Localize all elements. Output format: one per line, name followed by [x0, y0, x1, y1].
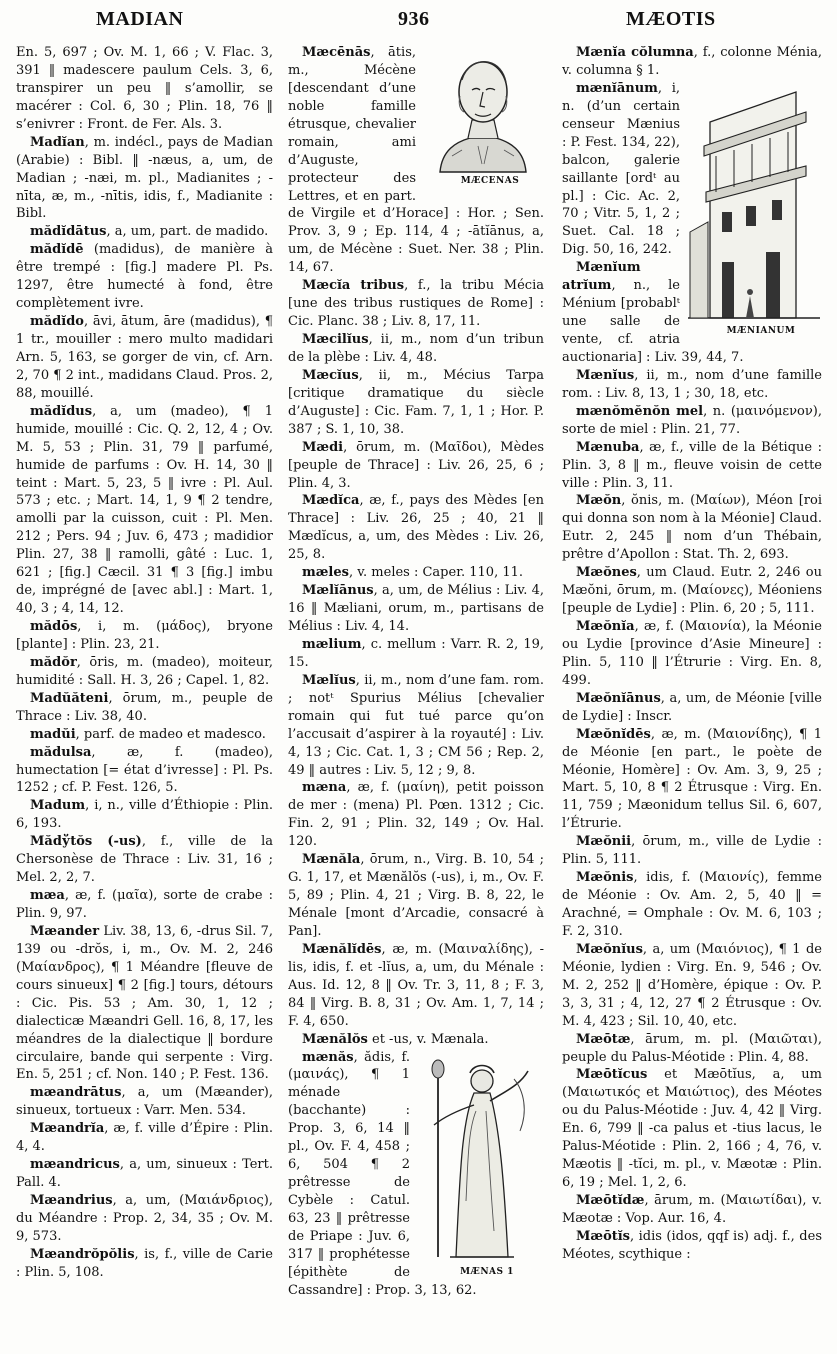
entry-headword: Madŭăteni: [30, 690, 109, 706]
entry-headword: Mădўtŏs (-us): [30, 834, 142, 850]
entry-definition: , a, um, part. de madido.: [106, 224, 269, 240]
entry-definition: et Mæōtĭus, a, um (Μαιωτικός et Μαιώτιος), des Méotes ou du Palus-Méotide : Juv. 4, 42 ‖ Virg. En. 6, 799 ‖ -ca palus et -tius lacus, le Palus-Méotide : Plin. 2, 166 ; 4, 76, v. Mæotis ‖ -tĭci, m. pl., v. Mæotæ : Plin. 6, 19 ; Mel. 1, 2, 6.: [562, 1067, 822, 1191]
entry-definition: , f., la tribu Mécia [une des tribus rustiques de Rome] : Cic. Planc. 38 ; Liv. 8, 17, 11.: [288, 278, 544, 330]
dictionary-entry: [562, 564, 822, 618]
entry-definition: , æ, m. (Μαιναλίδης), -lis, idis, f. et -lĭus, a, um, du Ménale : Aus. Id. 12, 8 ‖ Ov. Tr. 3, 11, 8 ; F. 3, 84 ‖ Virg. B. 8, 31 ; Ov. Am. 1, 7, 14 ; F. 4, 650.: [288, 941, 544, 1029]
entry-headword: Mæandrius: [30, 1193, 113, 1208]
entry-definition: , a, um (madeo), ¶ 1 humide, mouillé : Cic. Q. 2, 12, 4 ; Ov. M. 5, 53 ; Plin. 31, 79 ‖ parfumé, humide de parfums : Ov. H. 14, 30 ‖ teint : Mart. 5, 23, 5 ‖ ivre : Pl. Aul. 573 ; etc. ; Mart. 14, 1, 9 ¶ 2 tendre, amolli par la cuisson, cuit : Pl. Men. 212 ; Pers. 94 ; Juv. 6, 473 ; madidior Plin. 27, 38 ‖ ramolli, gâté : Luc. 1, 621 ; [fig.] Cæcil. 31 ¶ 3 [fig.] imbu de, imprégné de [avec abl.] : Mart. 1, 40, 3 ; 4, 14, 12.: [16, 403, 273, 617]
entry-definition: , ōrum, m. (Μαῖδοι), Mèdes [peuple de Thrace] : Liv. 26, 25, 6 ; Plin. 4, 3.: [288, 439, 544, 491]
dictionary-entry: [288, 564, 544, 582]
figure-caption-maenas: MÆNAS 1: [460, 1266, 514, 1277]
entry-definition: , a, um (Μαιόνιος), ¶ 1 de Méonie, lydien : Virg. En. 9, 546 ; Ov. M. 2, 252 ‖ d’Homère, épique : Ov. P. 3, 3, 31 ; 4, 12, 27 ¶ 2 Étrusque : Ov. M. 4, 423 ; Sil. 10, 40, etc.: [562, 941, 822, 1029]
entry-headword: Mælĭus: [302, 672, 356, 688]
figure-caption-maenianum: MÆNIANUM: [726, 325, 796, 336]
entry-definition: , ōrum, n., Virg. B. 10, 54 ; G. 1, 17, et Mænălŏs (-us), i, m., Ov. F. 5, 89 ; Plin. 4, 21 ; Virg. B. 8, 22, le Ménale [mont d’Arcadie, consacré à Pan].: [288, 852, 544, 939]
entry-definition: , a, um, de Méonie [ville de Lydie] : Inscr.: [562, 690, 822, 724]
entry-definition: , is, f., ville de Carie : Plin. 5, 108.: [16, 1246, 273, 1280]
page-header: [0, 6, 837, 36]
entry-definition: et -us, v. Mænala.: [367, 1031, 489, 1047]
entry-headword: Mæandrŏpŏlis: [30, 1246, 135, 1262]
maecenas-bust-illustration: [422, 46, 544, 174]
dictionary-entry: [562, 833, 822, 869]
dictionary-entry: [288, 331, 544, 367]
dictionary-entry: [562, 367, 822, 403]
dictionary-entry: [562, 690, 822, 726]
entry-definition: , ii, m., nom d’un tribun de la plèbe : Liv. 4, 48.: [288, 332, 544, 365]
entry-headword: Mænălĭdēs: [302, 941, 382, 957]
entry-headword: Mæcēnās: [302, 45, 371, 60]
dictionary-entry: [562, 1066, 822, 1192]
entry-definition: (madidus), de manière à être trempé : [fig.] madere Pl. Ps. 1297, être humecté à fond, être complètement ivre.: [16, 242, 273, 312]
entry-definition: En. 5, 697 ; Ov. M. 1, 66 ; V. Flac. 3, 391 ‖ madescere paulum Cels. 3, 6, transpirer un peu ‖ s’amollir, se macérer : Col. 6, 30 ; Plin. 18, 76 ‖ s’enivrer : Front. de Fer. Als. 3.: [16, 45, 273, 132]
entry-definition: , ōris, m. (madeo), moiteur, humidité : Sall. H. 3, 26 ; Capel. 1, 82.: [16, 654, 273, 688]
entry-headword: Mæŏnĭus: [576, 941, 643, 957]
entry-definition: , ōrum, m., peuple de Thrace : Liv. 38, 40.: [16, 690, 273, 724]
entry-headword: Mænĭa cŏlumna: [576, 45, 694, 60]
entry-headword: Mæŏnĭa: [576, 619, 635, 634]
entry-headword: Madum: [30, 798, 86, 814]
entry-definition: , ădis, f. (μαινάς), ¶ 1 ménade (bacchante) : Prop. 3, 6, 14 ‖ pl., Ov. F. 4, 458 ; 6, 504 ¶ 2 prêtresse de Cybèle : Catul. 63, 23 ‖ prêtresse de Priape : Juv. 6, 317 ‖ prophétesse [épithète de Cassandre] : Prop. 3, 13, 62.: [288, 1049, 477, 1298]
entry-definition: , a, um, (Μαιάνδριος), du Méandre : Prop. 2, 34, 35 ; Ov. M. 9, 573.: [16, 1193, 273, 1244]
entry-headword: mæandricus: [30, 1157, 120, 1173]
header-left-word: MADIAN: [96, 8, 184, 30]
entry-headword: Mæcĭa tribus: [302, 278, 405, 294]
figure-maenianum: [686, 82, 822, 337]
entry-headword: Mædĭca: [302, 493, 360, 509]
entry-definition: , ii, m., Mécius Tarpa [critique dramatique du siècle d’Auguste] : Cic. Fam. 7, 1, 1 ; Hor. P. 387 ; S. 1, 10, 38.: [288, 367, 544, 437]
entry-headword: Mæŏnis: [576, 870, 634, 886]
entry-headword: mæna: [302, 780, 347, 796]
entry-headword: Mæander: [30, 923, 100, 939]
dictionary-entry: [16, 1084, 273, 1120]
entry-definition: , a, um, sinueux : Tert. Pall. 4.: [16, 1157, 273, 1191]
dictionary-entry: [16, 797, 273, 833]
entry-definition: , ārum, m. (Μαιωτίδαι), v. Mæotæ : Vop. Aur. 16, 4.: [562, 1193, 822, 1226]
figure-maecenas: [422, 46, 544, 187]
entry-headword: mădulsa: [30, 744, 92, 760]
entry-definition: , i, n., ville d’Éthiopie : Plin. 6, 193.: [16, 798, 273, 832]
entry-definition: , æ, f. (madeo), humectation [= état d’ivresse] : Pl. Ps. 1252 ; cf. P. Fest. 126, 5.: [16, 744, 273, 796]
dictionary-entry: [16, 134, 273, 224]
entry-headword: Madĭan: [30, 134, 85, 150]
dictionary-entry: [288, 851, 544, 941]
dictionary-entry: [288, 277, 544, 331]
dictionary-entry: [16, 726, 273, 744]
dictionary-entry: [16, 223, 273, 241]
figure-caption-maecenas: MÆCENAS: [460, 176, 520, 186]
entry-definition: , æ, f., pays des Mèdes [en Thrace] : Liv. 26, 25 ; 40, 21 ‖ Mædĭcus, a, um, des Mèdes : Liv. 26, 25, 8.: [288, 493, 544, 563]
dictionary-entry: [288, 1031, 544, 1049]
entry-definition: , v. meles : Caper. 110, 11.: [348, 565, 524, 581]
entry-headword: Mænălŏs: [302, 1031, 368, 1047]
entry-definition: Liv. 38, 13, 6, -drus Sil. 7, 139 ou -drŏs, i, m., Ov. M. 2, 246 (Μαίανδρος), ¶ 1 Méandre [fleuve de cours sinueux] ¶ 2 [fig.] tours, détours : Cic. Pis. 53 ; Am. 30, 1, 12 ; dialecticæ Mæandri Gell. 16, 8, 17, les méandres de la dialectique ‖ bordure circulaire, bande qui serpente : Virg. En. 5, 251 ; cf. Non. 140 ; P. Fest. 136.: [16, 923, 273, 1083]
entry-headword: mădŏr: [30, 654, 77, 670]
entry-definition: , ŏnis, m. (Μαίων), Méon [roi qui donna son nom à la Méonie] Claud. Eutr. 2, 245 ‖ nom d’un Thébain, prêtre d’Apollon : Stat. Th. 2, 693.: [562, 493, 822, 563]
dictionary-entry: [16, 618, 273, 654]
dictionary-entry: [562, 941, 822, 1031]
dictionary-entry: [562, 869, 822, 941]
dictionary-entry: [16, 744, 273, 798]
entry-headword: mădĭdus: [30, 403, 93, 419]
dictionary-entry: [288, 439, 544, 493]
dictionary-entry: [16, 1246, 273, 1282]
entry-definition: , f., ville de la Chersonèse de Thrace : Liv. 31, 16 ; Mel. 2, 2, 7.: [16, 834, 273, 886]
page-number: 936: [398, 8, 430, 30]
entry-headword: madŭi: [30, 726, 76, 742]
entry-headword: Mæŏn: [576, 493, 622, 509]
entry-definition: , f., colonne Ménia, v. columna § 1.: [562, 45, 822, 78]
dictionary-entry: [288, 672, 544, 780]
entry-headword: Mæŏnĭdēs: [576, 726, 651, 742]
dictionary-entry: [562, 1031, 822, 1067]
entry-headword: Mæcilĭus: [302, 332, 369, 347]
dictionary-entry: [16, 1192, 273, 1246]
entry-headword: mæles: [302, 565, 349, 581]
dictionary-entry: [562, 403, 822, 439]
dictionary-entry: [16, 403, 273, 618]
entry-definition: , idis (idos, qqf is) adj. f., des Méotes, scythique :: [562, 1228, 822, 1262]
entry-definition: , æ, f., ville de la Bétique : Plin. 3, 8 ‖ m., fleuve voisin de cette ville : Plin. 3, 11.: [562, 439, 822, 491]
entry-headword: Mædi: [302, 439, 344, 455]
dictionary-entry: [562, 44, 822, 80]
entry-headword: Mæōtæ: [576, 1031, 631, 1047]
entry-definition: , æ, f. (Μαιονία), la Méonie ou Lydie [province d’Asie Mineure] : Plin. 5, 110 ‖ l’Étrurie : Virg. En. 8, 499.: [562, 619, 822, 688]
entry-definition: , ātis, m., Mécène [descendant d’une noble famille étrusque, chevalier romain, ami d’Auguste, protecteur des Lettres, et en part. de Virgile et d’Horace] : Hor. ; Sen. Prov. 3, 9 ; Ep. 114, 4 ; -ātĭānus, a, um, de Mécène : Suet. Ner. 38 ; Plin. 14, 67.: [288, 45, 544, 276]
figure-maenas: [416, 1051, 544, 1278]
entry-definition: , æ, f. ville d’Épire : Plin. 4, 4.: [16, 1121, 273, 1155]
entry-definition: , ii, m., nom d’une famille rom. : Liv. 8, 13, 1 ; 30, 18, etc.: [562, 367, 822, 401]
entry-definition: , c. mellum : Varr. R. 2, 19, 15.: [288, 636, 544, 670]
entry-headword: Mænuba: [576, 439, 640, 455]
dictionary-entry: [288, 941, 544, 1031]
dictionary-entry: [16, 887, 273, 923]
entry-headword: mădĭdātus: [30, 224, 107, 240]
column-1: [16, 44, 273, 1348]
dictionary-entry: [288, 367, 544, 439]
entry-headword: Mænĭus: [576, 367, 635, 383]
entry-headword: mădōs: [30, 619, 78, 634]
entry-definition: , a, um (Mæander), sinueux, tortueux : Varr. Men. 534.: [16, 1085, 273, 1119]
entry-headword: mădĭdē: [30, 242, 84, 258]
entry-headword: Mæŏnii: [576, 834, 632, 850]
entry-definition: , i, n. (d’un certain censeur Mænius : P. Fest. 134, 22), balcon, galerie saillante [ordᵗ au pl.] : Cic. Ac. 2, 70 ; Vitr. 5, 1, 2 ; Suet. Cal. 18 ; Dig. 50, 16, 242.: [562, 80, 680, 258]
dictionary-entry: [562, 492, 822, 564]
entry-headword: Mæŏnĭānus: [576, 690, 661, 706]
dictionary-entry: [16, 923, 273, 1084]
column-3: [562, 44, 822, 1348]
entry-definition: , ōrum, m., ville de Lydie : Plin. 5, 111.: [562, 834, 822, 868]
dictionary-entry: [562, 726, 822, 834]
entry-headword: Mæōtĭdæ: [576, 1193, 645, 1208]
entry-definition: , ii, m., nom d’une fam. rom. ; notᵗ Spurius Mélius [chevalier romain qui fut tué parce qu’on l’accusait d’aspirer à la royauté] : Liv. 4, 13 ; Cic. Cat. 1, 3 ; CM 56 ; Rep. 2, 49 ‖ autres : Liv. 5, 12 ; 9, 8.: [288, 672, 544, 778]
dictionary-entry: [288, 636, 544, 672]
entry-headword: mænŏmĕnŏn mel: [576, 403, 704, 419]
dictionary-entry: [16, 241, 273, 313]
entry-headword: mădĭdo: [30, 314, 84, 330]
entry-headword: Mæandrĭa: [30, 1121, 105, 1137]
entry-headword: Mæŏnes: [576, 565, 637, 581]
entry-definition: , æ, f. (μαίνη), petit poisson de mer : (mena) Pl. Pœn. 1312 ; Cic. Fin. 2, 91 ; Plin. 32, 149 ; Ov. Hal. 120.: [288, 780, 544, 850]
entry-headword: mæa: [30, 888, 65, 904]
entry-headword: Mæōtĭs: [576, 1228, 630, 1244]
dictionary-entry: [16, 833, 273, 887]
entry-definition: , ārum, m. pl. (Μαιῶται), peuple du Palus-Méotide : Plin. 4, 88.: [562, 1031, 822, 1065]
entry-definition: , um Claud. Eutr. 2, 246 ou Mæŏni, ōrum, m. (Μαίονες), Méoniens [peuple de Lydie] : Plin. 6, 20 ; 5, 111.: [562, 565, 822, 617]
entry-headword: mænĭānum: [576, 80, 658, 96]
entry-headword: Mælĭānus: [302, 583, 374, 599]
maenianum-balcony-illustration: [686, 82, 822, 324]
entry-definition: , āvi, ātum, āre (madidus), ¶ 1 tr., mouiller : mero multo madidari Arn. 5, 163, se gorger de vin, cf. Arn. 2, 70 ¶ 2 int., madidans Claud. Pros. 2, 88, mouillé.: [16, 314, 273, 401]
entry-headword: mænăs: [302, 1049, 354, 1065]
entry-definition: , a, um, de Mélius : Liv. 4, 16 ‖ Mæliani, orum, m., partisans de Mélius : Liv. 4, 14.: [288, 583, 544, 634]
entry-definition: , n., le Ménium [probablᵗ une salle de vente, cf. atria auctionaria] : Liv. 39, 44, 7.: [562, 278, 744, 365]
dictionary-entry: [288, 44, 544, 277]
dictionary-entry: [16, 44, 273, 134]
dictionary-entry: [16, 1120, 273, 1156]
dictionary-entry: [16, 313, 273, 403]
dictionary-entry: [562, 1228, 822, 1264]
entry-headword: mæandrātus: [30, 1085, 122, 1101]
entry-headword: Mænĭum atrĭum: [562, 260, 641, 294]
entry-headword: Mæcĭus: [302, 367, 359, 383]
entry-headword: mælium: [302, 636, 362, 652]
dictionary-entry: [562, 439, 822, 493]
header-right-word: MÆOTIS: [626, 8, 716, 30]
entry-definition: , i, m. (μάδος), bryone [plante] : Plin. 23, 21.: [16, 619, 273, 652]
entry-definition: , idis, f. (Μαιονίς), femme de Méonie : Ov. Am. 2, 5, 40 ‖ = Arachné, = Omphale : Ov. M. 6, 103 ; F. 2, 310.: [562, 870, 822, 939]
entry-definition: , m. indécl., pays de Madian (Arabie) : Bibl. ‖ -næus, a, um, de Madian ; -næi, m. pl., Madianites ; -nīta, æ, m., -nītis, idis, f., Madianite : Bibl.: [16, 134, 273, 222]
entry-definition: , æ, m. (Μαιονίδης), ¶ 1 de Méonie [en part., le poète de Méonie, Homère] : Ov. Am. 3, 9, 25 ; Mart. 5, 10, 8 ¶ 2 Étrusque : Virg. En. 11, 759 ; Mæonidum tellus Sil. 6, 607, l’Étrurie.: [562, 726, 822, 832]
entry-headword: Mæōtĭcus: [576, 1067, 648, 1083]
dictionary-entry: [562, 618, 822, 690]
dictionary-entry: [288, 779, 544, 851]
entry-definition: , parf. de madeo et madesco.: [75, 726, 266, 742]
entry-definition: , æ, f. (μαῖα), sorte de crabe : Plin. 9, 97.: [16, 888, 273, 921]
entry-headword: Mænăla: [302, 852, 361, 868]
dictionary-entry: [288, 1049, 544, 1300]
column-2: [288, 44, 544, 1348]
entry-definition: , n. (μαινόμενον), sorte de miel : Plin. 21, 77.: [562, 403, 822, 437]
dictionary-entry: [16, 1156, 273, 1192]
dictionary-entry: [562, 1192, 822, 1228]
dictionary-entry: [16, 654, 273, 690]
maenas-bacchante-illustration: [416, 1051, 544, 1265]
dictionary-entry: [16, 690, 273, 726]
dictionary-entry: [288, 492, 544, 564]
dictionary-entry: [288, 582, 544, 636]
